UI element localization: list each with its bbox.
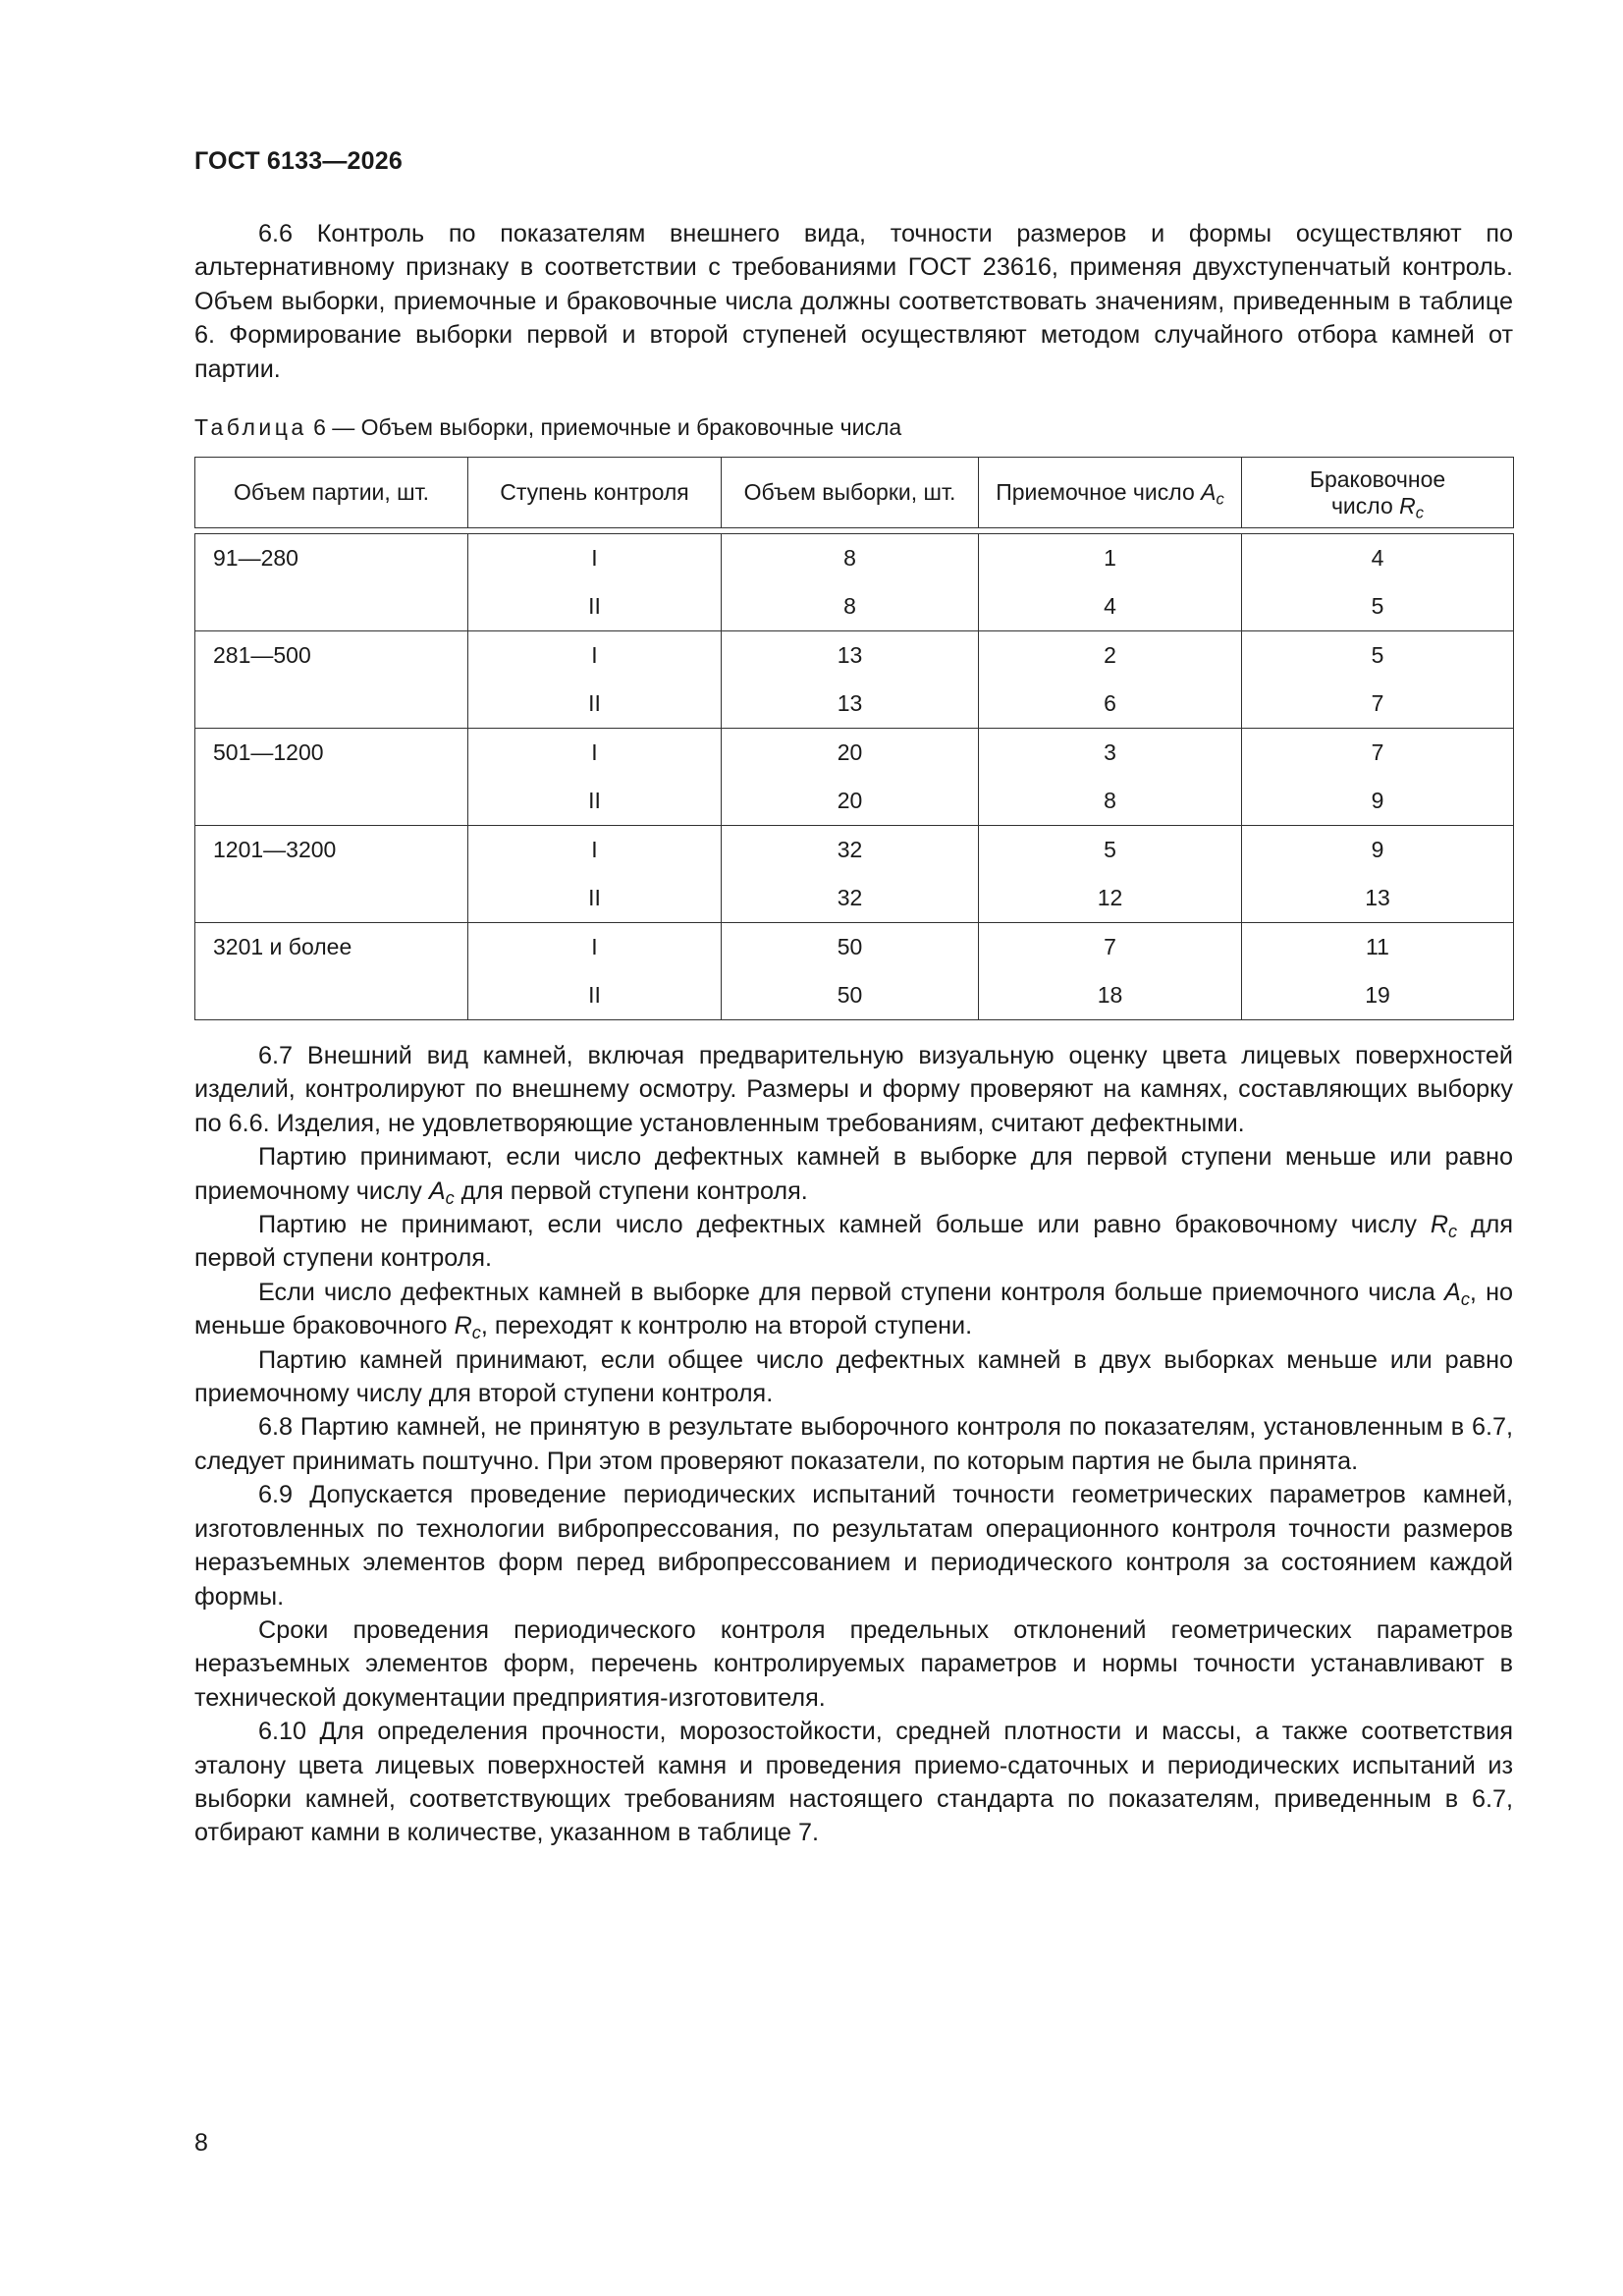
table-row <box>195 971 1514 1020</box>
table-row <box>195 826 1514 875</box>
text-segment: для первой ступени контроля. <box>194 1211 1513 1273</box>
subscript-c: c <box>1448 1222 1458 1242</box>
cell-sample: 13 <box>722 631 979 681</box>
accept-symbol: A <box>1201 479 1217 505</box>
cell-party-empty <box>195 971 468 1020</box>
subscript-c: c <box>1460 1288 1470 1309</box>
cell-sample: 50 <box>722 923 979 972</box>
cell-party-empty <box>195 777 468 826</box>
cell-stage: II <box>468 874 722 923</box>
cell-stage: II <box>468 680 722 729</box>
symbol-r: R <box>1430 1211 1449 1239</box>
reject-label-line2: число <box>1330 492 1400 519</box>
page-number: 8 <box>194 2129 208 2157</box>
text-segment: для первой ступени контроля. <box>454 1176 808 1205</box>
table-label: Таблица <box>194 414 307 440</box>
clause-6-6 <box>194 217 1513 386</box>
text-segment: Если число дефектных камней в выборке для первой ступени контроля больше приемочного числа <box>258 1278 1445 1306</box>
paragraph-6-6: 6.6 Контроль по показателям внешнего вида, точности размеров и формы осуществляют по альтернативному признаку в соответствии с требованиями ГОСТ 23616, применяя двухступенчатый контроль. Объем выборки, приемочные и браковочные числа должны соответствовать значениям, приведенным в таблице 6. Формирование выборки первой и второй ступеней осуществляют методом случайного отбора камней от партии. <box>194 220 1513 383</box>
cell-party: 501—1200 <box>195 729 468 778</box>
cell-party: 1201—3200 <box>195 826 468 875</box>
accept-subscript: c <box>1216 489 1224 509</box>
subscript-c: c <box>471 1323 481 1343</box>
paragraph-periodic-control-terms: Сроки проведения периодического контроля предельных отклонений геометрических параметров неразъемных элементов форм, перечень контролируемых параметров и нормы точности устанавливают в технической документации предприятия-изготовителя. <box>194 1615 1513 1712</box>
paragraph-6-10: 6.10 Для определения прочности, морозостойкости, средней плотности и массы, а также соответствия эталону цвета лицевых поверхностей камня и проведения приемо-сдаточных и периодических испытаний из выборки камней, соответствующих требованиям настоящего стандарта по показателям, приведенным в 6.7, отбирают камни в количестве, указанном в таблице 7. <box>194 1718 1513 1847</box>
header-rejection-number <box>1242 458 1514 528</box>
header-party-size: Объем партии, шт. <box>195 458 468 528</box>
header-acceptance-number <box>979 458 1242 528</box>
symbol-a: A <box>1444 1278 1461 1306</box>
cell-accept: 4 <box>979 582 1242 631</box>
reject-symbol: R <box>1399 492 1416 519</box>
table-row <box>195 534 1514 583</box>
table-row <box>195 631 1514 681</box>
text-segment: , но меньше браковочного <box>194 1278 1513 1340</box>
cell-party-empty <box>195 582 468 631</box>
cell-stage: I <box>468 631 722 681</box>
paragraph-6-9: 6.9 Допускается проведение периодических испытаний точности геометрических параметров камней, изготовленных по технологии вибропрессования, по результатам операционного контроля точности размеров неразъемных элементов форм перед вибропрессованием и периодического контроля за состоянием каждой формы. <box>194 1481 1513 1611</box>
cell-stage: II <box>468 582 722 631</box>
cell-accept: 18 <box>979 971 1242 1020</box>
accept-label: Приемочное число <box>996 479 1202 505</box>
paragraph-reject-first-stage <box>194 1208 1513 1276</box>
cell-sample: 32 <box>722 826 979 875</box>
cell-reject: 11 <box>1242 923 1514 972</box>
cell-stage: II <box>468 971 722 1020</box>
cell-stage: I <box>468 534 722 583</box>
cell-party: 281—500 <box>195 631 468 681</box>
reject-subscript: c <box>1415 503 1425 522</box>
paragraph-6-7: 6.7 Внешний вид камней, включая предварительную визуальную оценку цвета лицевых поверхностей изделий, контролируют по внешнему осмотру. Размеры и форму проверяют на камнях, составляющих выборку по 6.6. Изделия, не удовлетворяющие установленным требованиям, считают дефектными. <box>194 1042 1513 1137</box>
cell-sample: 32 <box>722 874 979 923</box>
table-row <box>195 923 1514 972</box>
cell-sample: 13 <box>722 680 979 729</box>
cell-party: 91—280 <box>195 534 468 583</box>
cell-stage: I <box>468 826 722 875</box>
cell-reject: 7 <box>1242 729 1514 778</box>
cell-accept: 7 <box>979 923 1242 972</box>
table-title: 6 — Объем выборки, приемочные и браковочные числа <box>306 414 902 440</box>
cell-sample: 8 <box>722 534 979 583</box>
cell-stage: I <box>468 729 722 778</box>
table-row <box>195 582 1514 631</box>
table-row <box>195 729 1514 778</box>
reject-label-line1: Браковочное <box>1309 465 1446 492</box>
document-code: ГОСТ 6133—2026 <box>194 147 403 175</box>
cell-party-empty <box>195 680 468 729</box>
cell-sample: 20 <box>722 729 979 778</box>
header-control-stage: Ступень контроля <box>468 458 722 528</box>
cell-accept: 3 <box>979 729 1242 778</box>
cell-reject: 5 <box>1242 582 1514 631</box>
table-row <box>195 874 1514 923</box>
cell-party-empty <box>195 874 468 923</box>
cell-stage: II <box>468 777 722 826</box>
cell-accept: 6 <box>979 680 1242 729</box>
paragraph-accept-second-stage: Партию камней принимают, если общее число дефектных камней в двух выборках меньше или равно приемочному числу для второй ступени контроля. <box>194 1345 1513 1408</box>
cell-sample: 8 <box>722 582 979 631</box>
symbol-a: A <box>428 1176 446 1205</box>
cell-accept: 1 <box>979 534 1242 583</box>
cell-sample: 20 <box>722 777 979 826</box>
cell-party: 3201 и более <box>195 923 468 972</box>
cell-sample: 50 <box>722 971 979 1020</box>
subscript-c: c <box>445 1187 455 1208</box>
symbol-r: R <box>454 1312 472 1340</box>
cell-reject: 7 <box>1242 680 1514 729</box>
cell-reject: 19 <box>1242 971 1514 1020</box>
text-segment: , переходят к контролю на второй ступени. <box>480 1312 973 1340</box>
cell-reject: 13 <box>1242 874 1514 923</box>
cell-accept: 5 <box>979 826 1242 875</box>
table-6-caption <box>194 412 901 442</box>
table-6 <box>194 457 1514 1020</box>
text-segment: Партию принимают, если число дефектных камней в выборке для первой ступени меньше или равно приемочному числу <box>194 1143 1513 1205</box>
header-sample-size: Объем выборки, шт. <box>722 458 979 528</box>
cell-reject: 5 <box>1242 631 1514 681</box>
cell-reject: 4 <box>1242 534 1514 583</box>
cell-reject: 9 <box>1242 826 1514 875</box>
paragraph-accept-first-stage <box>194 1140 1513 1208</box>
table-row <box>195 680 1514 729</box>
cell-accept: 12 <box>979 874 1242 923</box>
cell-reject: 9 <box>1242 777 1514 826</box>
table-row <box>195 777 1514 826</box>
table-header-row <box>195 458 1514 528</box>
cell-accept: 2 <box>979 631 1242 681</box>
cell-stage: I <box>468 923 722 972</box>
clauses-6-7-to-6-10 <box>194 1039 1513 1850</box>
paragraph-6-8: 6.8 Партию камней, не принятую в результате выборочного контроля по показателям, установленным в 6.7, следует принимать поштучно. При этом проверяют показатели, по которым партия не была принята. <box>194 1413 1513 1475</box>
cell-accept: 8 <box>979 777 1242 826</box>
text-segment: Партию не принимают, если число дефектных камней больше или равно браковочному числу <box>258 1211 1431 1239</box>
paragraph-second-stage <box>194 1276 1513 1343</box>
